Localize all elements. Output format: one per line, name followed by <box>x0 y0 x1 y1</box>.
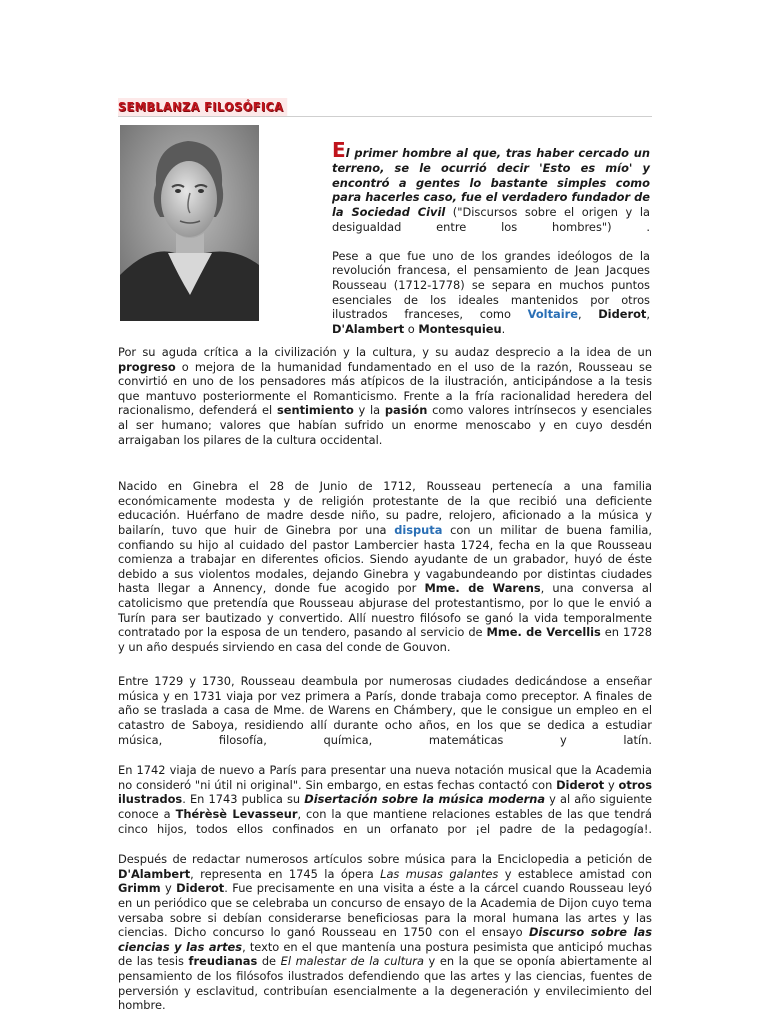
quote-source: ("Discursos sobre el origen y la desigualdad entre los hombres") . <box>332 205 650 234</box>
p4-text: Entre 1729 y 1730, Rousseau deambula por numerosas ciudades dedicándose a enseñar música y en 1731 viaja por vez primera a París, donde trabaja como preceptor. A finales de año se traslada a casa de Mme. de Warens en Chámbery, que le consigue un empleo en el catastro de Saboya, residiendo allí durante ocho años, en los que se dedica a estudiar música, filosofía, química, matemáticas y latín. <box>118 674 652 747</box>
p2-text-2: o mejora de la humanidad fundamentado en el uso de la razón, Rousseau se convirtió en uno de los pensadores más atípicos de la ilustración, anticipándose a la tesis que mantuvo posteriormente el Romanticismo. Frente a la fría racionalidad heredera del racionalismo, defenderá el <box>118 359 652 418</box>
p2-pasion: pasión <box>384 403 428 418</box>
p5-disertacion: Disertación sobre la música moderna <box>304 792 546 807</box>
link-voltaire[interactable]: Voltaire <box>527 307 578 322</box>
paragraph-4 <box>118 674 652 747</box>
p2-text-4: como valores intrínsecos y esenciales al ser humano; valores que habían sufrido un enorme menoscabo y en cuyo desdén arraigaban los pilares de la cultura occidental. <box>118 403 652 447</box>
p5-text-1: En 1742 viaja de nuevo a París para presentar una nueva notación musical que la Academia no consideró "ni útil ni original". Sin embargo, en estas fechas contactó con <box>118 763 652 792</box>
p5-ilustrados: otros ilustrados <box>118 777 652 807</box>
p6-musas: Las musas galantes <box>380 866 499 881</box>
p5-diderot: Diderot <box>556 777 605 792</box>
p3-text-3: , una conversa al catolicismo que pretendía que Rousseau abjurase del protestantismo, por lo que le envió a Turín para ser bautizado y convertido. Allí nuestro filósofo se ganó la vida temporalmente contratado por la esposa de un tendero, pasando al servicio de <box>118 581 652 640</box>
paragraph-3 <box>118 479 652 654</box>
paragraph-6 <box>118 852 652 1013</box>
p2-sentimiento: sentimiento <box>276 403 354 418</box>
p6-text-2: , representa en 1745 la ópera <box>190 866 381 881</box>
p1-sep3: o <box>404 321 419 336</box>
p6-text-8: y en la que se oponía abiertamente al pensamiento de los filósofos ilustrados defendiendo que las artes y las ciencias, fuentes de perversión y esclavitud, contribuían esencialmente a la degeneración y envilecimiento del hombre. <box>118 954 652 1013</box>
p1-sep2: , <box>646 307 650 322</box>
p6-malestar: El malestar de la cultura <box>280 954 424 969</box>
intro-quote <box>332 138 650 235</box>
p6-text-1: Después de redactar numerosos artículos sobre música para la Enciclopedia a petición de <box>118 852 652 867</box>
paragraph-2 <box>118 345 652 447</box>
p6-freudianas: freudianas <box>188 954 258 969</box>
section-header <box>118 92 652 117</box>
intro-column <box>332 138 650 336</box>
p6-text-6: , texto en el que mantenía una postura pesimista que anticipó muchas de las tesis <box>118 939 652 969</box>
p6-dalambert: D'Alambert <box>118 866 191 881</box>
p6-text-3: y establece amistad con <box>498 866 652 881</box>
rousseau-portrait <box>120 125 259 321</box>
p5-therese: Thérèsè Levasseur <box>175 807 298 822</box>
link-disputa[interactable]: disputa <box>394 522 443 537</box>
p5-text-3: . En 1743 publica su <box>182 792 305 807</box>
article <box>118 92 652 1013</box>
p5-text-5: , con la que mantiene relaciones estables de las que tendrá cinco hijos, todos ellos confinados en un orfanato por ¡el padre de la pedagogía!. <box>118 807 652 836</box>
p2-progreso: progreso <box>118 359 176 374</box>
p3-text-2: con un militar de buena familia, confiando su hijo al cuidado del pastor Lambercier hasta 1724, fecha en la que Rousseau comienza a trabajar en diferentes oficios. Siendo ayudante de un grabador, huyó de éste debido a sus violentos modales, dejando Ginebra y vagabundeando por distintas ciudades hasta llegar a Annency, donde fue acogido por <box>118 522 652 596</box>
p3-text-4: en 1728 y un año después sirviendo en casa del conde de Gouvon. <box>118 625 652 654</box>
p1-montesquieu: Montesquieu <box>418 321 502 336</box>
p1-dalambert: D'Alambert <box>332 321 405 336</box>
p6-discurso: Discurso sobre las ciencias y las artes <box>118 925 652 954</box>
p6-text-7: de <box>257 954 281 969</box>
p1-diderot: Diderot <box>598 307 647 322</box>
p6-text-5: . Fue precisamente en una visita a éste a la cárcel cuando Rousseau leyó en un periódico que se celebraba un concurso de ensayo de la Academia de Dijon cuyo tema versaba sobre si debían considerarse beneficiosas para la moral humana las artes y las ciencias. Dicho concurso lo ganó Rousseau en 1750 con el ensayo <box>118 881 652 940</box>
p1-text: Pese a que fue uno de los grandes ideólogos de la revolución francesa, el pensamiento de Jean Jacques Rousseau (1712-1778) se separa en muchos puntos esenciales de los ideales mantenidos por otros ilustrados franceses, como <box>332 248 650 322</box>
p1-end: . <box>501 321 506 336</box>
dropcap: E <box>332 138 346 162</box>
p6-grimm: Grimm <box>118 881 161 896</box>
p1-sep1: , <box>577 307 599 322</box>
top-block <box>118 123 652 345</box>
p2-text-3: y la <box>353 403 385 418</box>
p3-vercellis: Mme. de Vercellis <box>486 625 601 640</box>
p3-warens: Mme. de Warens <box>424 581 541 596</box>
p3-text-1: Nacido en Ginebra el 28 de Junio de 1712, Rousseau pertenecía a una familia económicamente modesta y de religión protestante de la que recibió una deficiente educación. Huérfano de madre desde niño, su padre, relojero, aficionado a la música y bailarín, tuvo que huir de Ginebra por una <box>118 479 652 537</box>
p6-diderot: Diderot <box>176 881 225 896</box>
p6-text-4: y <box>160 881 177 896</box>
p2-text-1: Por su aguda crítica a la civilización y la cultura, y su audaz desprecio a la idea de un <box>118 345 652 359</box>
quote-text: l primer hombre al que, tras haber cercado un terreno, se le ocurrió decir 'Esto es mío' y encontró a gentes lo bastante simples como para hacerles caso, fue el verdadero fundador de la Sociedad Civil <box>332 146 650 220</box>
p5-text-2: y <box>604 777 619 792</box>
p5-text-4: y al año siguiente conoce a <box>118 792 652 822</box>
paragraph-1 <box>332 249 650 337</box>
paragraph-5 <box>118 763 652 836</box>
section-logo: SEMBLANZA FILOSÓFICA <box>118 98 287 116</box>
